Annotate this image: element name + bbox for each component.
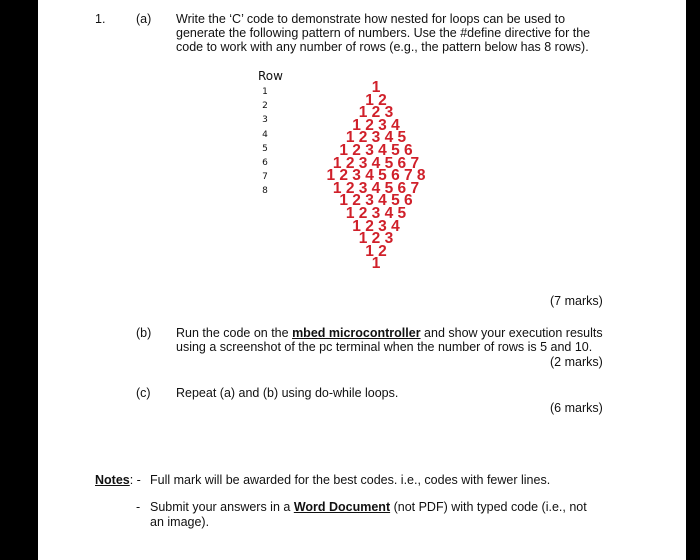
pattern-line: 1 2 3 4 5 6 7 8 (326, 167, 426, 185)
note-item-2-after: (not PDF) with typed code (i.e., not (390, 500, 587, 514)
notes-label: Notes (95, 473, 130, 487)
pattern-line: 1 2 3 4 5 (345, 129, 407, 147)
part-b-text-before: Run the code on the (176, 326, 293, 340)
pattern-line: 1 2 (365, 91, 387, 109)
part-c-marks: (6 marks) (550, 401, 603, 415)
pattern-line: 1 2 3 (358, 230, 394, 248)
part-c-label: (c) (136, 386, 151, 400)
part-a-marks: (7 marks) (550, 294, 603, 308)
notes-heading (95, 473, 141, 487)
row-number: 6 (262, 158, 268, 168)
pattern-line: 1 2 3 4 5 6 (339, 142, 413, 159)
part-b-line-1 (176, 326, 603, 340)
row-number: 3 (262, 115, 268, 126)
pattern-line: 1 2 3 4 (352, 217, 400, 235)
pattern-line: 1 2 (365, 242, 387, 260)
part-a-label: (a) (136, 12, 152, 26)
pattern-line: 1 2 3 4 (352, 116, 400, 134)
row-number: 7 (262, 172, 268, 183)
row-number: 8 (262, 186, 268, 197)
part-c-text: Repeat (a) and (b) using do-while loops. (176, 386, 399, 400)
pattern-line: 1 2 3 4 5 (345, 205, 407, 222)
note-item-2-dash: - (136, 500, 141, 514)
part-a-line-1: Write the ‘C’ code to demonstrate how nested for loops can be used to (176, 12, 566, 26)
row-heading: Row (258, 69, 283, 83)
row-number: 2 (262, 101, 268, 112)
pattern-line: 1 2 3 4 5 6 7 (332, 154, 420, 172)
note-item-2-line-1 (150, 500, 587, 514)
part-a-line-3: code to work with any number of rows (e.g., the pattern below has 8 rows). (176, 40, 589, 54)
part-a-line-2: generate the following pattern of numbers. Use the #define directive for the (176, 26, 591, 40)
question-number: 1. (95, 12, 106, 26)
mbed-microcontroller-emphasis: mbed microcontroller (292, 326, 421, 340)
part-b-text-after: and show your execution results (420, 326, 603, 340)
note-item-2-before: Submit your answers in a (150, 500, 294, 514)
part-b-marks: (2 marks) (550, 355, 603, 369)
part-b-label: (b) (136, 326, 152, 340)
row-number: 4 (262, 129, 268, 140)
pattern-line: 1 (371, 79, 381, 96)
word-document-emphasis: Word Document (293, 500, 391, 514)
note-item-2-line-2: an image). (150, 515, 210, 529)
row-number: 5 (262, 143, 268, 154)
part-b-line-2: using a screenshot of the pc terminal when the number of rows is 5 and 10. (176, 340, 593, 354)
pattern-line: 1 2 3 (358, 104, 394, 122)
pattern-line: 1 (371, 255, 381, 273)
notes-suffix: : - (129, 473, 141, 487)
note-item-1: Full mark will be awarded for the best codes. i.e., codes with fewer lines. (150, 473, 551, 487)
document-page (38, 0, 686, 560)
row-number: 1 (262, 87, 268, 97)
pattern-line: 1 2 3 4 5 6 (339, 192, 413, 210)
pattern-line: 1 2 3 4 5 6 7 (332, 179, 420, 197)
